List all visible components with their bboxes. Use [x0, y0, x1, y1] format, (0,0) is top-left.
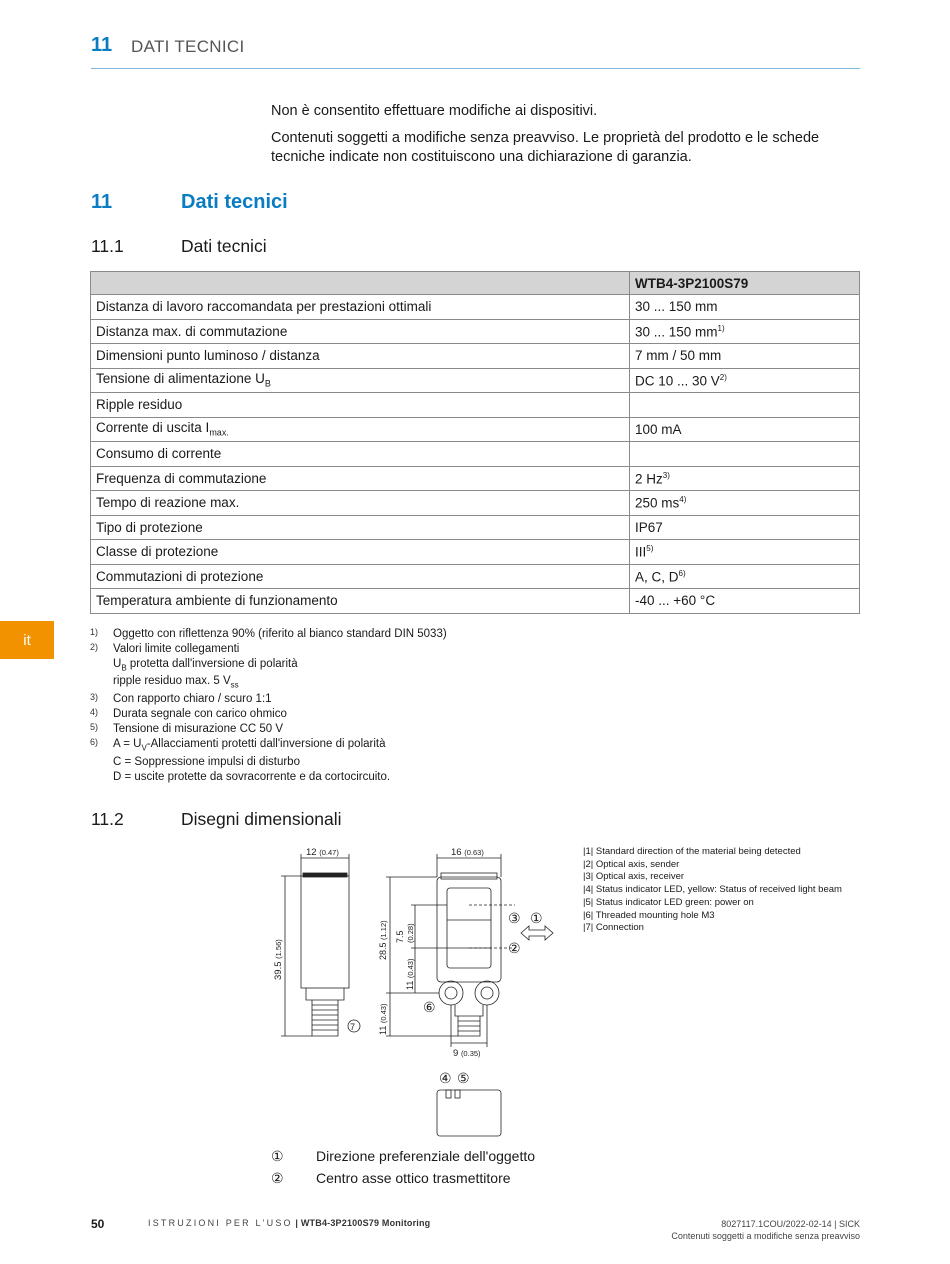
table-row — [91, 442, 860, 467]
spec-label: Tensione di alimentazione $U_B$ — [91, 368, 630, 393]
legend-item: |1| Standard direction of the material being detected — [583, 846, 801, 857]
footnote-text: $U_B$ protetta dall'inversione di polarità — [113, 658, 298, 673]
spec-value: 30 ... 150 mm — [630, 295, 860, 320]
table-header-row — [91, 272, 860, 295]
table-header-empty — [91, 272, 630, 295]
legend-item: |7| Connection — [583, 922, 644, 934]
callout-6: ⑥ — [423, 999, 436, 1015]
header-rule — [91, 68, 860, 69]
table-row — [91, 417, 860, 442]
side-view — [273, 847, 360, 1036]
footnote-text: ripple residuo max. 5 $V_{ss}$ — [113, 675, 239, 690]
direction-arrow-icon — [521, 926, 553, 940]
key-symbol: ① — [271, 1148, 284, 1164]
spec-table — [90, 271, 860, 614]
spec-value: 30 ... 150 $mm^{1)}$ — [630, 319, 860, 344]
footnote-number: 2) — [90, 642, 99, 652]
intro-line-2: Contenuti soggetti a modifiche senza preavviso. Le proprietà del prodotto e le schede — [271, 130, 820, 146]
callout-1: ① — [530, 910, 543, 926]
table-row — [91, 344, 860, 369]
table-row — [91, 368, 860, 393]
spec-value: 250 $ms^{4)}$ — [630, 491, 860, 516]
footnote-number: 3) — [90, 692, 99, 702]
spec-value: 2 Hz$^{3)}$ — [630, 466, 860, 491]
dimensional-drawing — [265, 840, 580, 1140]
table-row — [91, 515, 860, 540]
footer-document: ISTRUZIONI PER L'USO | WTB4-3P2100S79 Monitoring — [148, 1218, 431, 1228]
footer-right — [671, 1218, 860, 1242]
spec-label: Distanza di lavoro raccomandata per prestazioni ottimali — [91, 295, 630, 320]
legend-item: |3| Optical axis, receiver — [583, 871, 685, 883]
table-row — [91, 491, 860, 516]
section-number: 11 — [91, 191, 113, 213]
dim-9: 9 (0.35) — [453, 1048, 481, 1059]
callout-4: ④ — [439, 1070, 452, 1086]
spec-label: Dimensioni punto luminoso / distanza — [91, 344, 630, 369]
spec-value — [630, 393, 860, 418]
legend-item: |5| Status indicator LED green: power on — [583, 896, 754, 908]
section-title: Dati tecnici — [181, 191, 288, 213]
spec-value — [630, 442, 860, 467]
key-row-1 — [271, 1148, 671, 1166]
spec-label: Ripple residuo — [91, 393, 630, 418]
top-view — [437, 1070, 501, 1136]
key-symbol: ② — [271, 1170, 284, 1186]
subsection-title-2: Disegni dimensionali — [181, 809, 342, 829]
intro-line-1: Non è consentito effettuare modifiche ai dispositivi. — [271, 103, 598, 119]
spec-label: Consumo di corrente — [91, 442, 630, 467]
callout-5: ⑤ — [457, 1070, 470, 1086]
subsection-title: Dati tecnici — [181, 236, 267, 256]
spec-label: Temperatura ambiente di funzionamento — [91, 589, 630, 614]
spec-value: III$^{5)}$ — [630, 540, 860, 565]
key-text: Centro asse ottico trasmettitore — [316, 1170, 511, 1186]
dim-height: 39.5 (1.56) — [273, 939, 284, 980]
dim-width-side: 12 (0.47) — [306, 847, 339, 858]
footnote-text: Oggetto con riflettenza 90% (riferito al bianco standard DIN 5033) — [113, 628, 447, 640]
language-tab: it — [0, 621, 54, 659]
spec-label: Classe di protezione — [91, 540, 630, 565]
footnote-number: 1) — [90, 627, 99, 637]
subsection-number: 11.1 — [91, 236, 124, 256]
spec-value: 7 mm / 50 mm — [630, 344, 860, 369]
callout-2: ② — [508, 940, 521, 956]
legend-item: |6| Threaded mounting hole M3 — [583, 909, 715, 921]
footnote-number: 4) — [90, 707, 99, 717]
spec-label: Commutazioni di protezione — [91, 564, 630, 589]
footnote-text: Con rapporto chiaro / scuro 1:1 — [113, 693, 272, 705]
footnote-text: C = Soppressione impulsi di disturbo — [113, 756, 300, 768]
legend-item: |4| Status indicator LED, yellow: Status of received light beam — [583, 884, 842, 896]
spec-label: Tempo di reazione max. — [91, 491, 630, 516]
footnote-text: D = uscite protette da sovracorrente e da cortocircuito. — [113, 771, 391, 783]
spec-label: Tipo di protezione — [91, 515, 630, 540]
footnote-text: $A = U_V$-Allacciamenti protetti dall'inversione di polarità — [113, 738, 386, 753]
footnote-number: 6) — [90, 737, 99, 747]
front-view — [378, 847, 553, 1059]
table-row — [91, 393, 860, 418]
drawing-legend — [583, 846, 842, 935]
spec-value: 100 mA — [630, 417, 860, 442]
spec-label: Corrente di uscita $I_{max.}$ — [91, 417, 630, 442]
spec-label: Distanza max. di commutazione — [91, 319, 630, 344]
spec-value: -40 ... +60 °C — [630, 589, 860, 614]
spec-value: DC 10 ... 30 $V^{2)}$ — [630, 368, 860, 393]
callout-3: ③ — [508, 910, 521, 926]
dim-optic: 7.5 — [395, 930, 405, 943]
footnote-text: Valori limite collegamenti — [113, 643, 240, 655]
spec-label: Frequenza di commutazione — [91, 466, 630, 491]
chapter-number: 11 — [91, 34, 113, 56]
legend-item: |2| Optical axis, sender — [583, 858, 680, 870]
table-row — [91, 589, 860, 614]
footnote-number: 5) — [90, 722, 99, 732]
footer-doc-id: 8027117.1COU/2022-02-14 | SICK — [721, 1219, 860, 1229]
page-number: 50 — [91, 1217, 105, 1231]
key-row-2 — [271, 1170, 671, 1188]
dim-11b: 11 (0.43) — [378, 1003, 388, 1035]
subsection-number-2: 11.2 — [91, 809, 124, 829]
chapter-title: DATI TECNICI — [131, 37, 245, 56]
spec-value: A, C, $D^{6)}$ — [630, 564, 860, 589]
table-row — [91, 564, 860, 589]
table-row — [91, 466, 860, 491]
dim-optic-in: (0.28) — [406, 923, 415, 943]
dim-front-height: 28.5 (1.12) — [378, 920, 388, 960]
spec-value: IP67 — [630, 515, 860, 540]
dim-11a: 11 (0.43) — [405, 958, 415, 990]
dim-width-front: 16 (0.63) — [451, 847, 484, 858]
callout-7: 7 — [350, 1022, 356, 1032]
intro-line-3: tecniche indicate non costituiscono una dichiarazione di garanzia. — [271, 149, 692, 165]
table-header-model: WTB4-3P2100S79 — [630, 272, 860, 295]
key-text: Direzione preferenziale dell'oggetto — [316, 1148, 536, 1164]
table-row — [91, 540, 860, 565]
table-row — [91, 319, 860, 344]
table-row — [91, 295, 860, 320]
footnote-text: Tensione di misurazione CC 50 V — [113, 723, 284, 735]
footnote-text: Durata segnale con carico ohmico — [113, 708, 287, 720]
footer-note: Contenuti soggetti a modifiche senza preavviso — [671, 1231, 860, 1241]
